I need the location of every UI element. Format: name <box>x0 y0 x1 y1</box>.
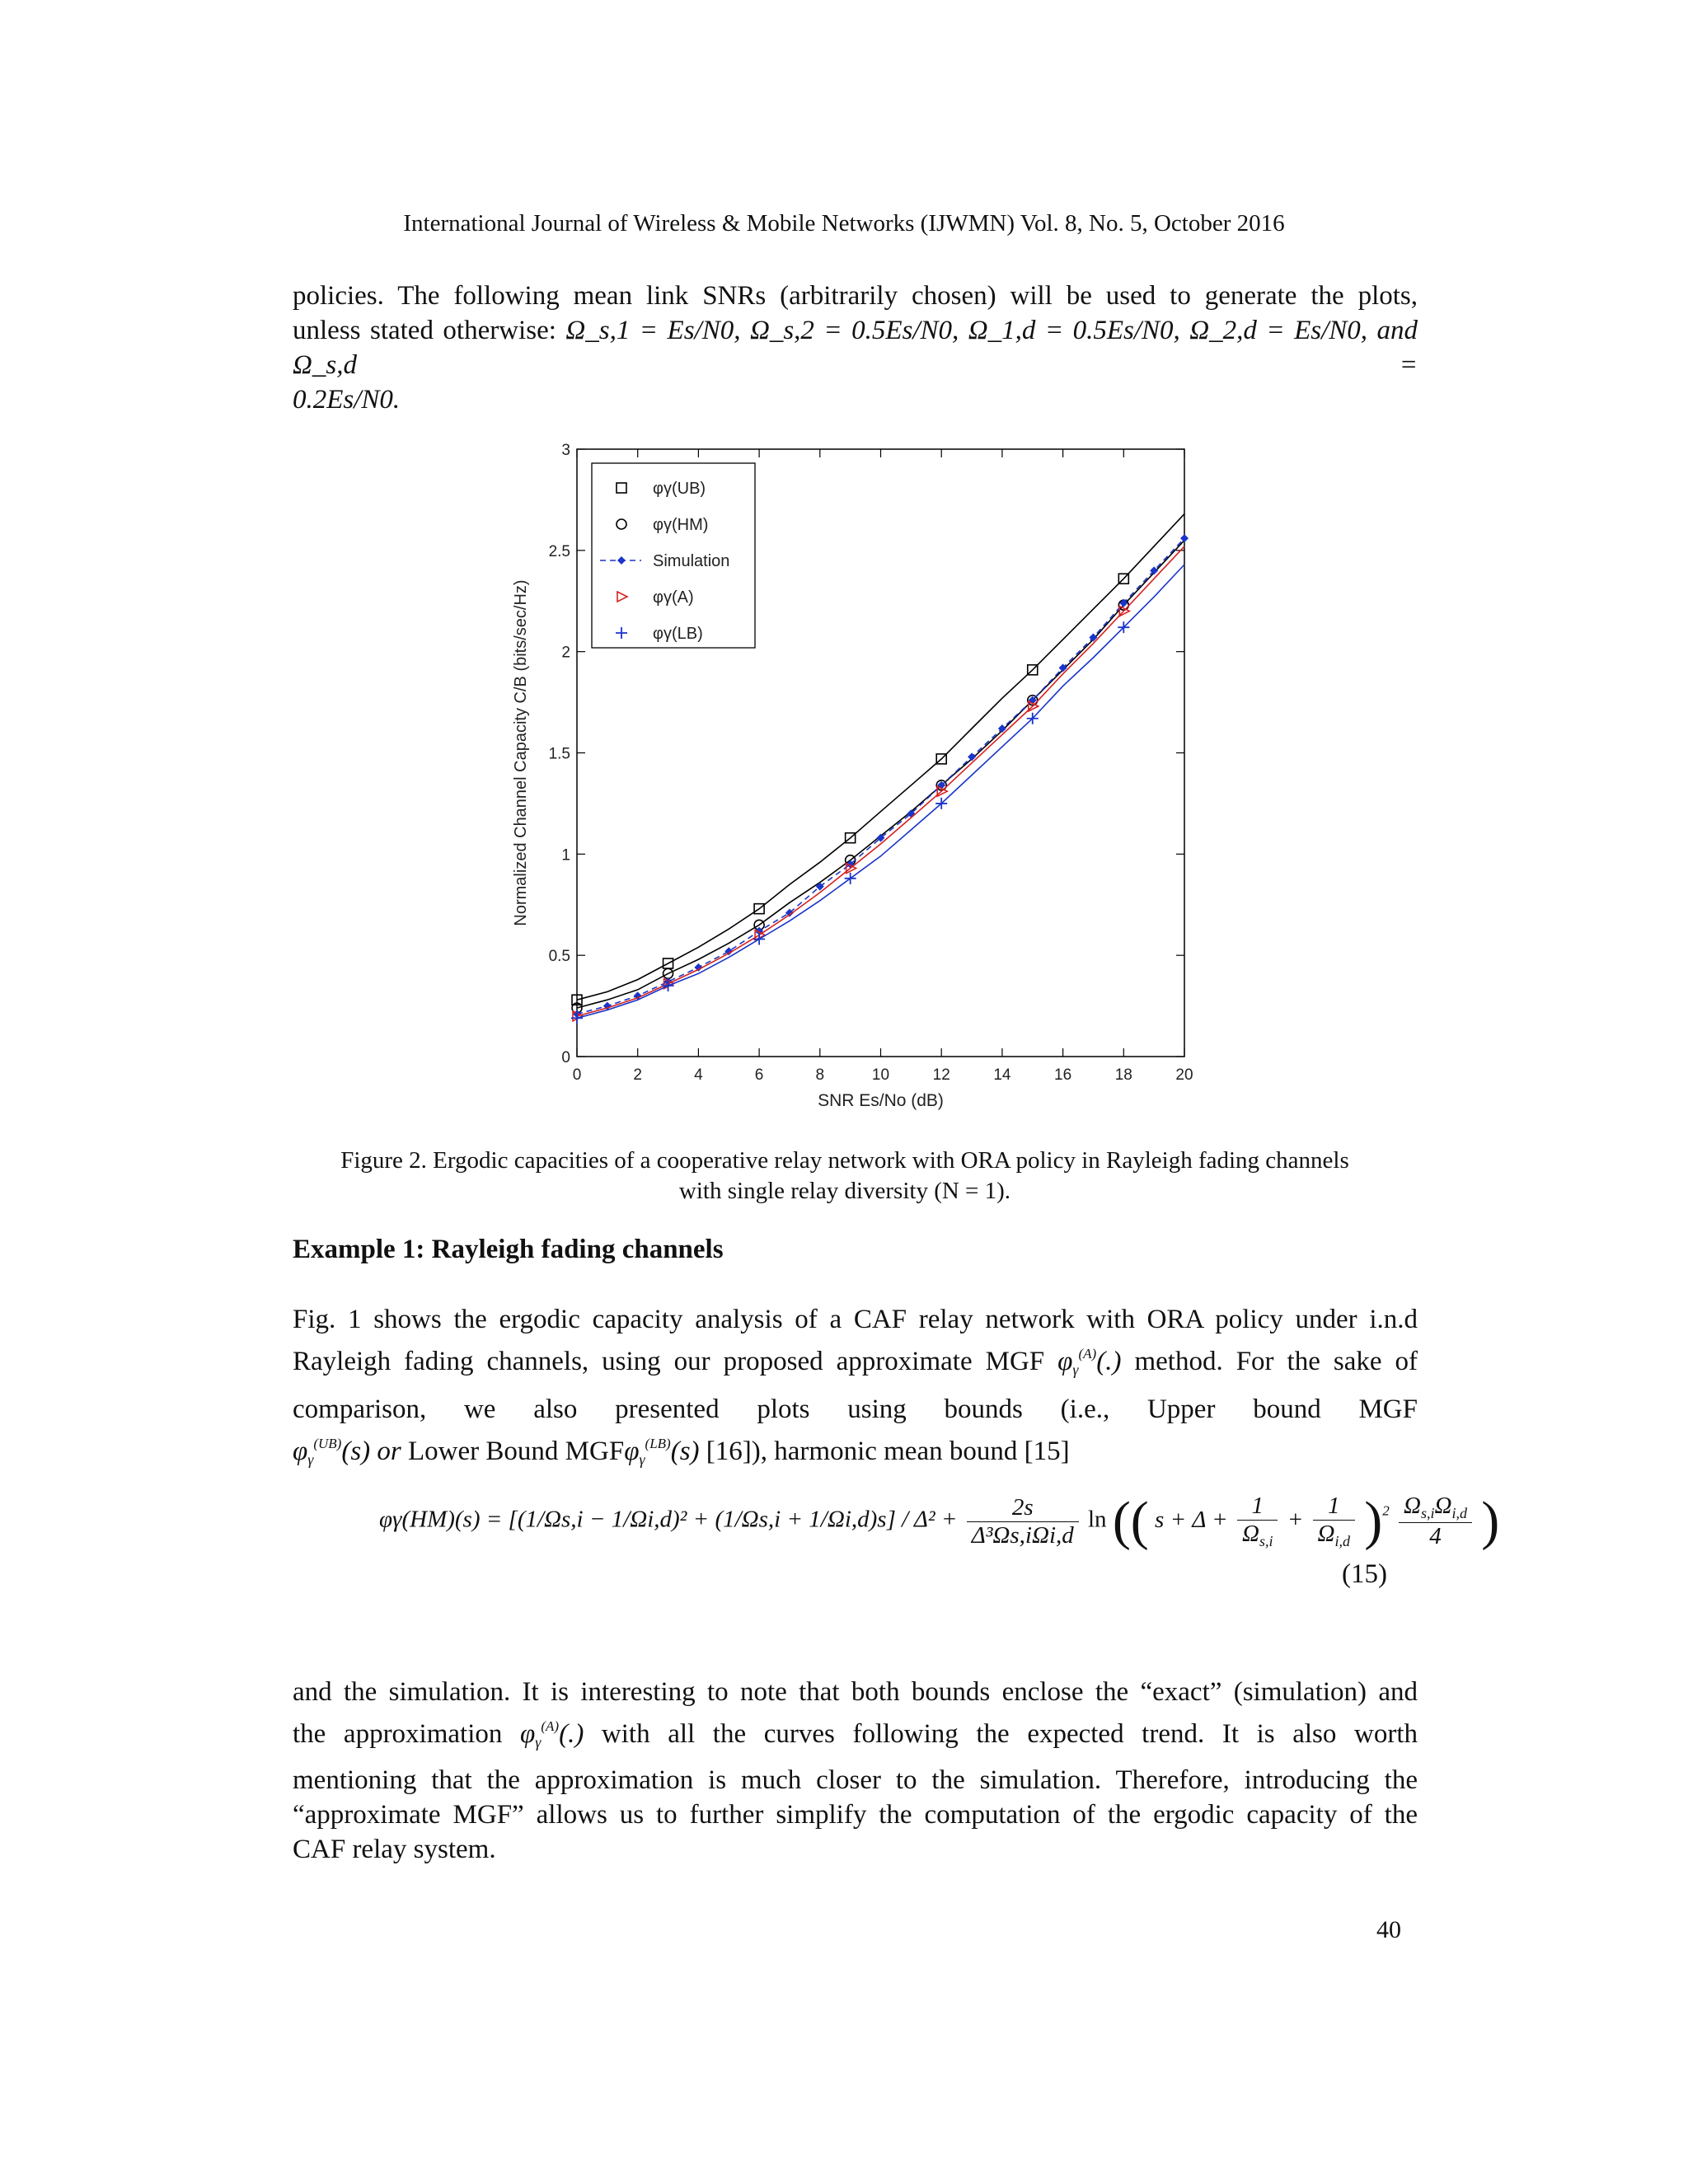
body1-line-4b: [16]), harmonic mean bound [15] <box>706 1436 1070 1466</box>
omega-product-fraction: $\frac{\Omega_{s,i}\Omega_{i,d}}{4}$ <box>1399 1493 1472 1550</box>
body1-line-1: Fig. 1 shows the ergodic capacity analysis of a CAF relay network with ORA policy under i.n.d <box>293 1305 1418 1334</box>
body2-line-2b: with all the curves following the expected trend. It is also worth <box>601 1719 1418 1749</box>
x-tick-label: 18 <box>1114 1066 1132 1084</box>
fraction-denominator: Δ³Ωs,iΩi,d <box>971 1521 1074 1549</box>
x-tick-label: 10 <box>871 1066 890 1084</box>
legend-label-3: φγ(A) <box>653 588 694 607</box>
x-tick-label: 20 <box>1175 1066 1193 1084</box>
equation-fraction <box>967 1494 1079 1549</box>
y-axis-label: Normalized Channel Capacity C/B (bits/sec/Hz) <box>512 579 530 926</box>
y-tick-label: 3 <box>561 442 570 459</box>
caption-line-1: Figure 2. Ergodic capacities of a cooperative relay network with ORA policy in Rayleigh fading channels <box>340 1147 1349 1174</box>
x-axis-label: SNR Es/No (dB) <box>818 1091 944 1110</box>
body1-line-4 <box>293 1427 1418 1477</box>
y-tick-label: 0.5 <box>548 948 570 966</box>
body1-line-2b: method. For the sake of <box>1134 1347 1418 1376</box>
x-tick-label: 0 <box>572 1066 582 1084</box>
body2-line-5: CAF relay system. <box>293 1835 496 1864</box>
body1-line-4a: Lower Bound MGF <box>408 1436 625 1466</box>
x-tick-label: 12 <box>932 1066 950 1084</box>
snr-terms: Ω_s,1 = Es/N0, Ω_s,2 = 0.5Es/N0, Ω_1,d = 0.5Es/N0, Ω_2,d = Es/N0, and Ω_s,d = <box>293 316 1418 380</box>
legend-label-1: φγ(HM) <box>653 516 709 534</box>
body1-line-2 <box>293 1337 1418 1387</box>
body1-line-2a: Rayleigh fading channels, using our proposed approximate MGF <box>293 1347 1045 1376</box>
body-paragraph-2 <box>293 1675 1418 1867</box>
body-paragraph-1 <box>293 1302 1418 1477</box>
x-tick-label: 6 <box>754 1066 764 1084</box>
intro-line-3: 0.2Es/N0. <box>293 385 401 415</box>
mgf-approx-symbol: $\varphi_\gamma^{(A)}(.)$ <box>1057 1346 1122 1378</box>
equation-number: (15) <box>1342 1559 1387 1589</box>
ln-argument: s + Δ + $\frac{1}{\Omega_{s,i}}$ + $\frac{1}{\Omega_{i,d}}$ <box>1155 1507 1364 1533</box>
body2-line-2a: the approximation <box>293 1719 503 1749</box>
ln-operator: ln <box>1088 1506 1107 1533</box>
y-tick-label: 2 <box>561 644 570 662</box>
ergodic-capacity-chart <box>495 429 1203 1129</box>
body2-line-2 <box>293 1709 1418 1760</box>
mgf-lb-symbol: $\varphi_\gamma^{(LB)}(s)$ <box>624 1436 700 1468</box>
journal-header: International Journal of Wireless & Mobile Networks (IJWMN) Vol. 8, No. 5, October 2016 <box>403 210 1285 237</box>
mgf-ub-symbol: $\varphi_\gamma^{(UB)}(s)$ or <box>293 1436 401 1468</box>
fraction-numerator: 2s <box>967 1494 1079 1522</box>
y-tick-label: 2.5 <box>548 542 570 560</box>
body2-line-1: and the simulation. It is interesting to note that both bounds enclose the “exact” (simulation) and <box>293 1677 1418 1707</box>
body2-line-4: “approximate MGF” allows us to further simplify the computation of the ergodic capacity of the <box>293 1800 1418 1830</box>
inv-omega-si: $\frac{1}{\Omega_{s,i}}$ <box>1237 1493 1278 1550</box>
equation-lhs: φγ(HM)(s) = [(1/Ωs,i − 1/Ωi,d)² + (1/Ωs,i + 1/Ωi,d)s] / Δ² + <box>379 1506 958 1533</box>
y-tick-label: 0 <box>561 1049 570 1066</box>
paren-close: ) <box>1481 1491 1500 1551</box>
paren-open: (( <box>1112 1491 1149 1551</box>
x-tick-label: 4 <box>694 1066 703 1084</box>
y-tick-label: 1.5 <box>548 745 570 763</box>
legend-label-0: φγ(UB) <box>653 480 706 498</box>
x-tick-label: 16 <box>1054 1066 1072 1084</box>
mgf-approx-symbol-2: $\varphi_\gamma^{(A)}(.)$ <box>520 1718 584 1750</box>
paren-mid: ) <box>1364 1491 1383 1551</box>
legend-label-2: Simulation <box>653 552 730 570</box>
intro-line-2 <box>293 313 1418 382</box>
x-tick-label: 8 <box>815 1066 825 1084</box>
x-tick-label: 2 <box>633 1066 642 1084</box>
page-number: 40 <box>1376 1916 1401 1943</box>
y-tick-label: 1 <box>561 846 570 865</box>
section-heading: Example 1: Rayleigh fading channels <box>293 1235 724 1264</box>
intro-paragraph <box>293 279 1418 417</box>
intro-line-1: policies. The following mean link SNRs (arbitrarily chosen) will be used to generate the plots, <box>293 281 1418 311</box>
x-tick-label: 14 <box>993 1066 1011 1084</box>
caption-line-2: with single relay diversity (N = 1). <box>678 1178 1011 1204</box>
equation-15: φγ(HM)(s) = [(1/Ωs,i − 1/Ωi,d)² + (1/Ωs,i + 1/Ωi,d)s] / Δ² + $\frac{2s}{\text{Δ³Ωs,iΩi,d}}$ ln (( s + Δ + $\frac{1}{\Omega_{s,i}}$ + $\frac{1}{\Omega_{i,d}}$ )$^2$ $\frac{\Omega_{s,i}\Omega_{i,d}}{4}$ ) <box>379 1491 1500 1551</box>
figure-caption <box>272 1146 1418 1207</box>
body1-line-3: comparison, we also presented plots using bounds (i.e., Upper bound MGF <box>293 1394 1418 1424</box>
body2-line-3: mentioning that the approximation is much closer to the simulation. Therefore, introducing the <box>293 1765 1418 1795</box>
intro-line-2-lead: unless stated otherwise: <box>293 316 556 345</box>
inv-omega-id: $\frac{1}{\Omega_{i,d}}$ <box>1313 1493 1356 1550</box>
legend-label-4: φγ(LB) <box>653 625 703 643</box>
